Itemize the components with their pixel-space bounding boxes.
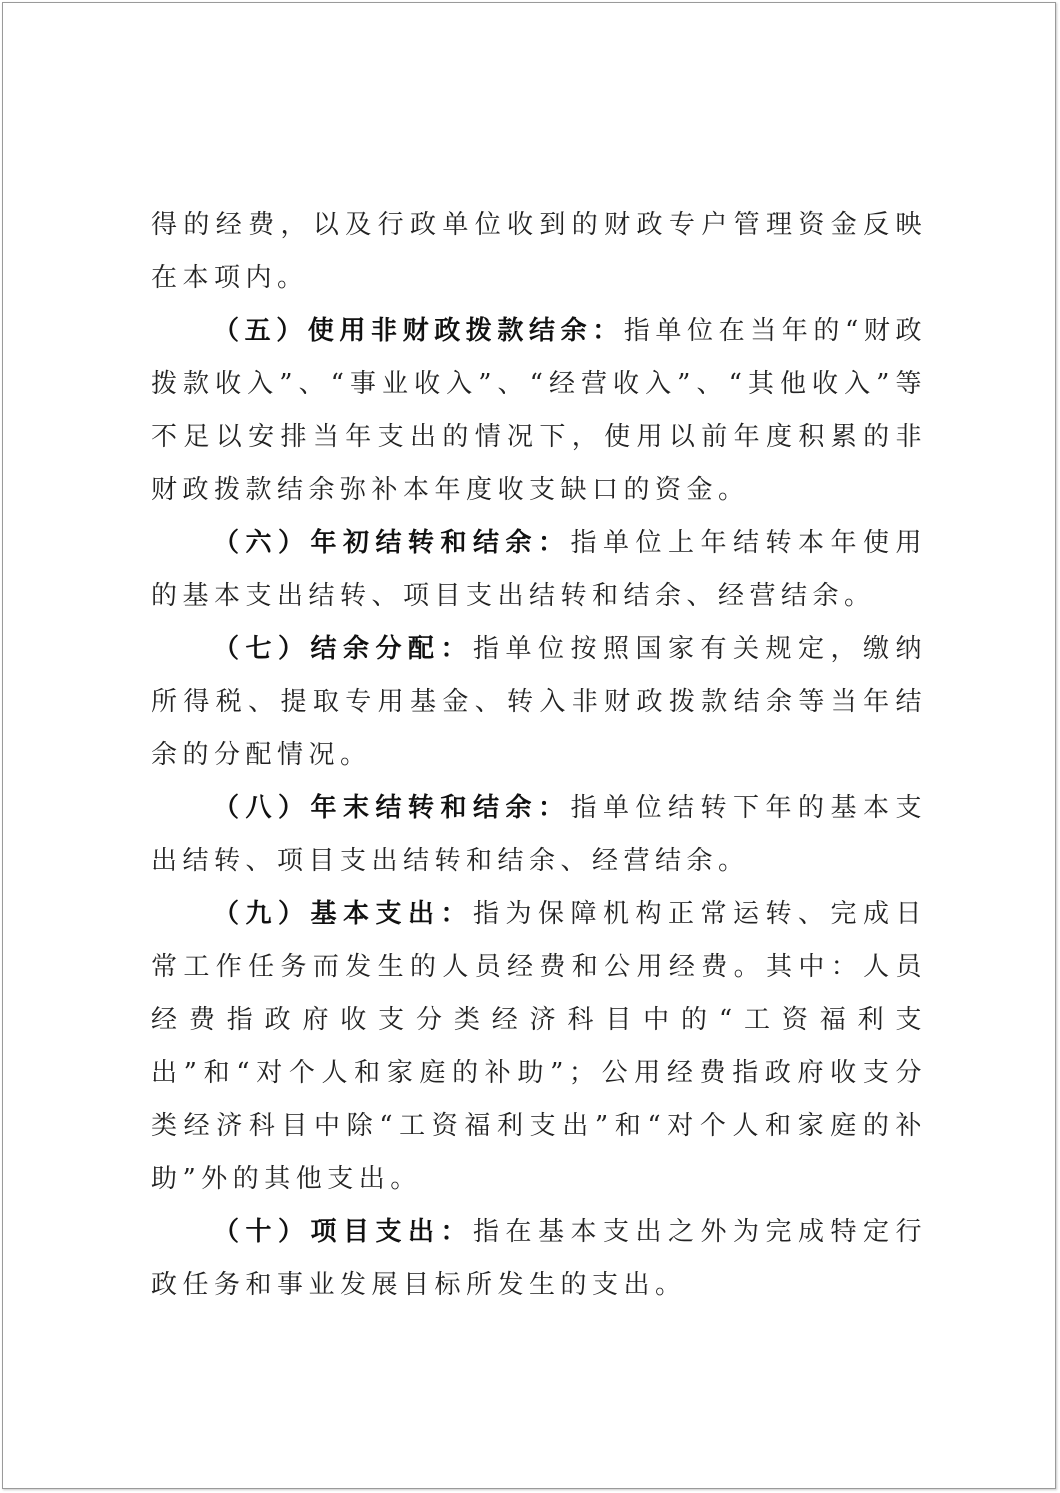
paragraph-item-8 xyxy=(151,782,927,888)
paragraph-item-6 xyxy=(151,517,927,623)
document-page xyxy=(2,2,1056,1489)
paragraph-item-7 xyxy=(151,623,927,782)
paragraph-item-9 xyxy=(151,888,927,1206)
paragraph-term: （九）基本支出： xyxy=(213,899,473,929)
document-body xyxy=(151,199,927,1312)
paragraph-text: 得的经费，以及行政单位收到的财政专户管理资金反映在本项内。 xyxy=(151,210,927,293)
paragraph-term: （五）使用非财政拨款结余： xyxy=(213,316,624,346)
paragraph-item-5 xyxy=(151,305,927,517)
paragraph-text: 指为保障机构正常运转、完成日常工作任务而发生的人员经费和公用经费。其中：人员经费指政府收支分类经济科目中的“工资福利支出”和“对个人和家庭的补助”；公用经费指政府收支分类经济科目中除“工资福利支出”和“对个人和家庭的补助”外的其他支出。 xyxy=(151,899,927,1194)
paragraph-text: 指单位上年结转本年使用的基本支出结转、项目支出结转和结余、经营结余。 xyxy=(151,528,927,611)
paragraph-text: 指单位按照国家有关规定，缴纳所得税、提取专用基金、转入非财政拨款结余等当年结余的分配情况。 xyxy=(151,634,927,770)
paragraph-term: （七）结余分配： xyxy=(213,634,473,664)
paragraph-term: （六）年初结转和结余： xyxy=(213,528,571,558)
paragraph-text: 指在基本支出之外为完成特定行政任务和事业发展目标所发生的支出。 xyxy=(151,1217,927,1300)
paragraph-continuation xyxy=(151,199,927,305)
paragraph-term: （八）年末结转和结余： xyxy=(213,793,571,823)
paragraph-item-10 xyxy=(151,1206,927,1312)
paragraph-text: 指单位在当年的“财政拨款收入”、“事业收入”、“经营收入”、“其他收入”等不足以安排当年支出的情况下，使用以前年度积累的非财政拨款结余弥补本年度收支缺口的资金。 xyxy=(151,316,927,505)
paragraph-text: 指单位结转下年的基本支出结转、项目支出结转和结余、经营结余。 xyxy=(151,793,927,876)
paragraph-term: （十）项目支出： xyxy=(213,1217,473,1247)
